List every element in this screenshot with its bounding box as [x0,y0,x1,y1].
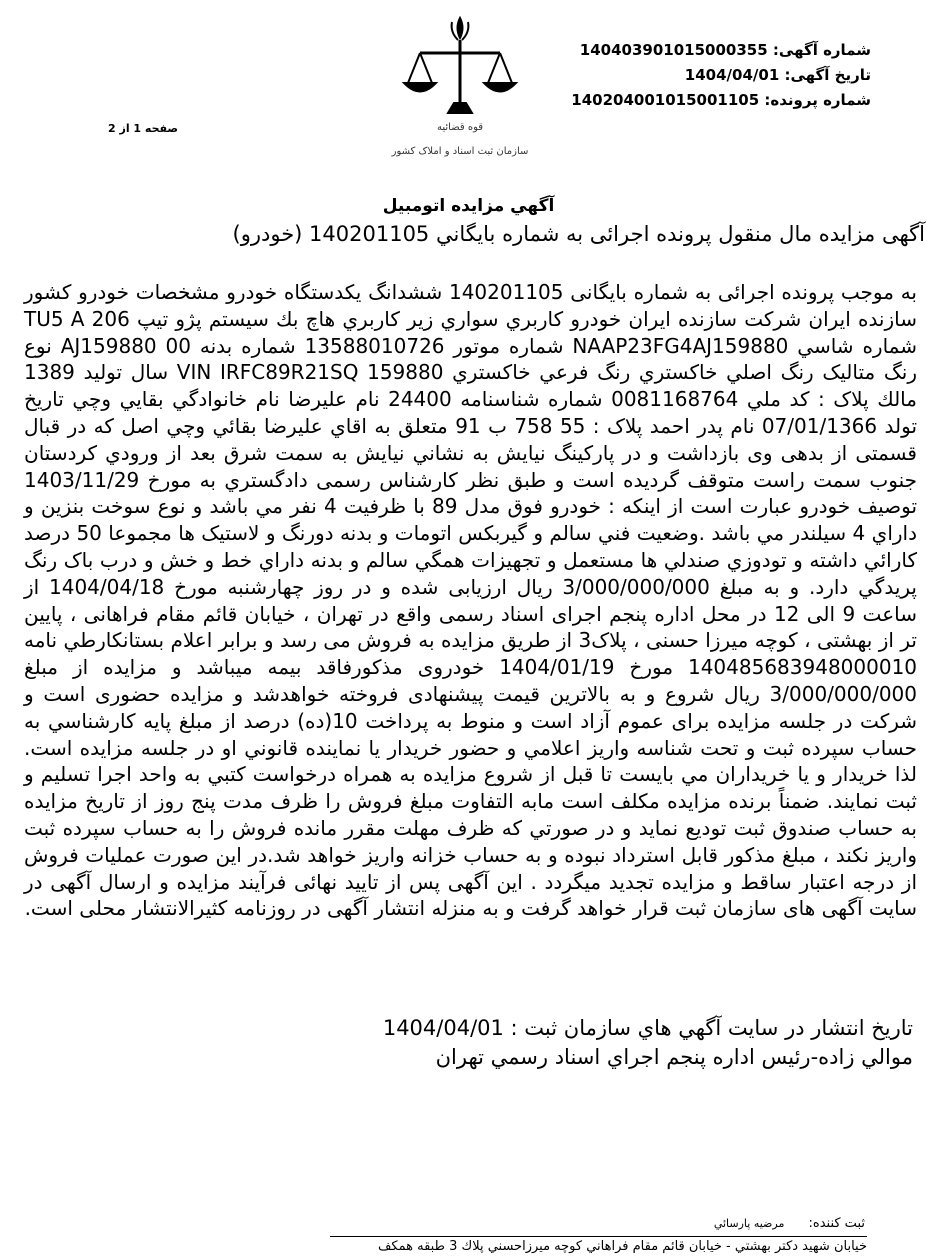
registrar [465,1216,865,1231]
registrar-label: ثبت كننده: [808,1216,865,1231]
ad-date: 1404/04/01 [684,66,780,84]
office-address: خيابان شهيد دكتر بهشتي - خيابان قائم مقام فراهاني كوچه ميرزاحسني پلاك 3 طبقه همكف [377,1239,867,1254]
ad-metadata [491,38,871,113]
case-number-row [491,88,871,113]
registrar-name: مرضيه پارسائي [713,1217,785,1230]
ad-date-row [491,63,871,88]
document-subtitle: آگهی مزایده مال منقول پرونده اجرائی به شماره بایگاني 140201105 (خودرو) [232,222,925,246]
ad-number: 14040390101500035‌5 [579,41,768,59]
signatory-line: موالي زاده-رئيس اداره پنجم اجراي اسناد رسمي تهران [435,1045,913,1069]
publication-date-line: تاريخ انتشار در سايت آگهي هاي سازمان ثبت : 1404/04/01 [382,1016,913,1040]
auction-body-text: به موجب پرونده اجرائی به شماره بایگانی 140201105 ششدانگ يکدستگاه خودرو مشخصات خودرو کشور سازنده ایران شرکت سازنده ایران خودرو کاربري سواري زير کاربري هاچ بك سيستم پژو تيپ 206 TU5 A شماره شاسي NAAP23FG4AJ159880 شماره موتور 13588010726 شماره بدنه 00 AJ159880 نوع رنگ متاليک رنگ اصلي خاکستري رنگ فرعي خاکستري VIN IRFC89R21SQ 159880 سال تولید 1389 مالك پلاک : کد ملي 0081168764 شماره شناسنامه 24400 نام عليرضا نام خانوادگي بقايي وچي تاريخ تولد 07/01/1366 نام پدر احمد پلاک : 55 758 ب 91 متعلق به اقاي عليرضا بقائي وچي اصل که در قبال قسمتی از بدهی وی بازداشت و در پارکينگ نيايش به نشاني نيايش به سمت شرق بعد از ورودي کردستان جنوب سمت راست متوقف گرديده است و طبق نظر کارشناس رسمی دادگستري به مورخ 1403/11/29 توصيف خودرو عبارت است از اينکه : خودرو فوق مدل 89 با ظرفيت 4 نفر مي باشد و نوع سوخت بنزين و داراي 4 سيلندر مي باشد .وضعيت فني سالم و گيربکس اتومات و بدنه دورنگ و لاستيک ها مجموعا 50 درصد کارائي داشته و تودوزي صندلي ها مستعمل و تجهيزات همگي سالم و بدنه داراي خط و خش و درب باک رنگ پريدگي دارد. و به مبلغ 3/000/000/000 ریال ارزیابی شده و در روز چهارشنبه مورخ 1404/04/18 از ساعت 9 الی 12 در محل اداره پنجم اجرای اسناد رسمی واقع در تهران ، خيابان قائم مقام فراهانی ، پايين تر از بهشتی ، کوچه ميرزا حسنی ، پلاک3 از طریق مزایده به فروش می رسد و برابر اعلام بستانکارطي نامه 14048568394800001‌0 مورخ 1404/01/19 خودروی مذکورفاقد بیمه میباشد و مزایده از مبلغ 3/000/000/000 ریال شروع و به بالاترین قیمت پیشنهادی فروخته خواهدشد و مزایده حضوری است و شرکت در جلسه مزایده برای عموم آزاد است و منوط به پرداخت 10(ده) درصد از مبلغ پایه کارشناسي به حساب سپرده ثبت و تحت شناسه واريز اعلامي و حضور خريدار يا نماينده قانوني او در جلسه مزايده است. لذا خريدار و يا خريداران مي بايست تا قبل از شروع مزايده به همراه درخواست كتبي به واحد اجرا تسليم و ثبت نمايند. ضمناً برنده مزايده مكلف است مابه التفاوت مبلغ فروش را ظرف مدت پنج روز از تاريخ مزايده به حساب صندوق ثبت توديع نمايد و در صورتي كه ظرف مهلت مقرر مانده فروش را به حساب سپرده ثبت واريز نكند ، مبلغ مذكور قابل استرداد نبوده و به حساب خزانه واريز خواهد شد.در اين صورت عمليات فروش از درجه اعتبار ساقط و مزايده تجديد ميگردد . این آگهی پس از تایید نهائی فرآیند مزایده و ارسال آگهی در سایت آگهی های سازمان ثبت قرار خواهد گرفت و به منزله انتشار آگهی در روزنامه کثیرالانتشار محلی است. [24,280,918,921]
page-indicator: صفحه 1 از 2 [108,122,179,135]
document-title: آگهي مزايده اتومبيل [382,196,555,216]
emblem-line2: سازمان ثبت اسناد و املاک کشور [391,146,529,157]
case-number: 140204001015001105 [571,91,760,109]
emblem-line1: قوه قضائیه [436,122,484,133]
footer-divider [330,1236,867,1237]
ad-number-row [491,38,871,63]
ad-number-label: شماره آگهی: [772,41,871,59]
ad-date-label: تاریخ آگهی: [784,66,871,84]
publication-info [33,1014,913,1072]
case-number-label: شماره پرونده: [764,91,871,109]
